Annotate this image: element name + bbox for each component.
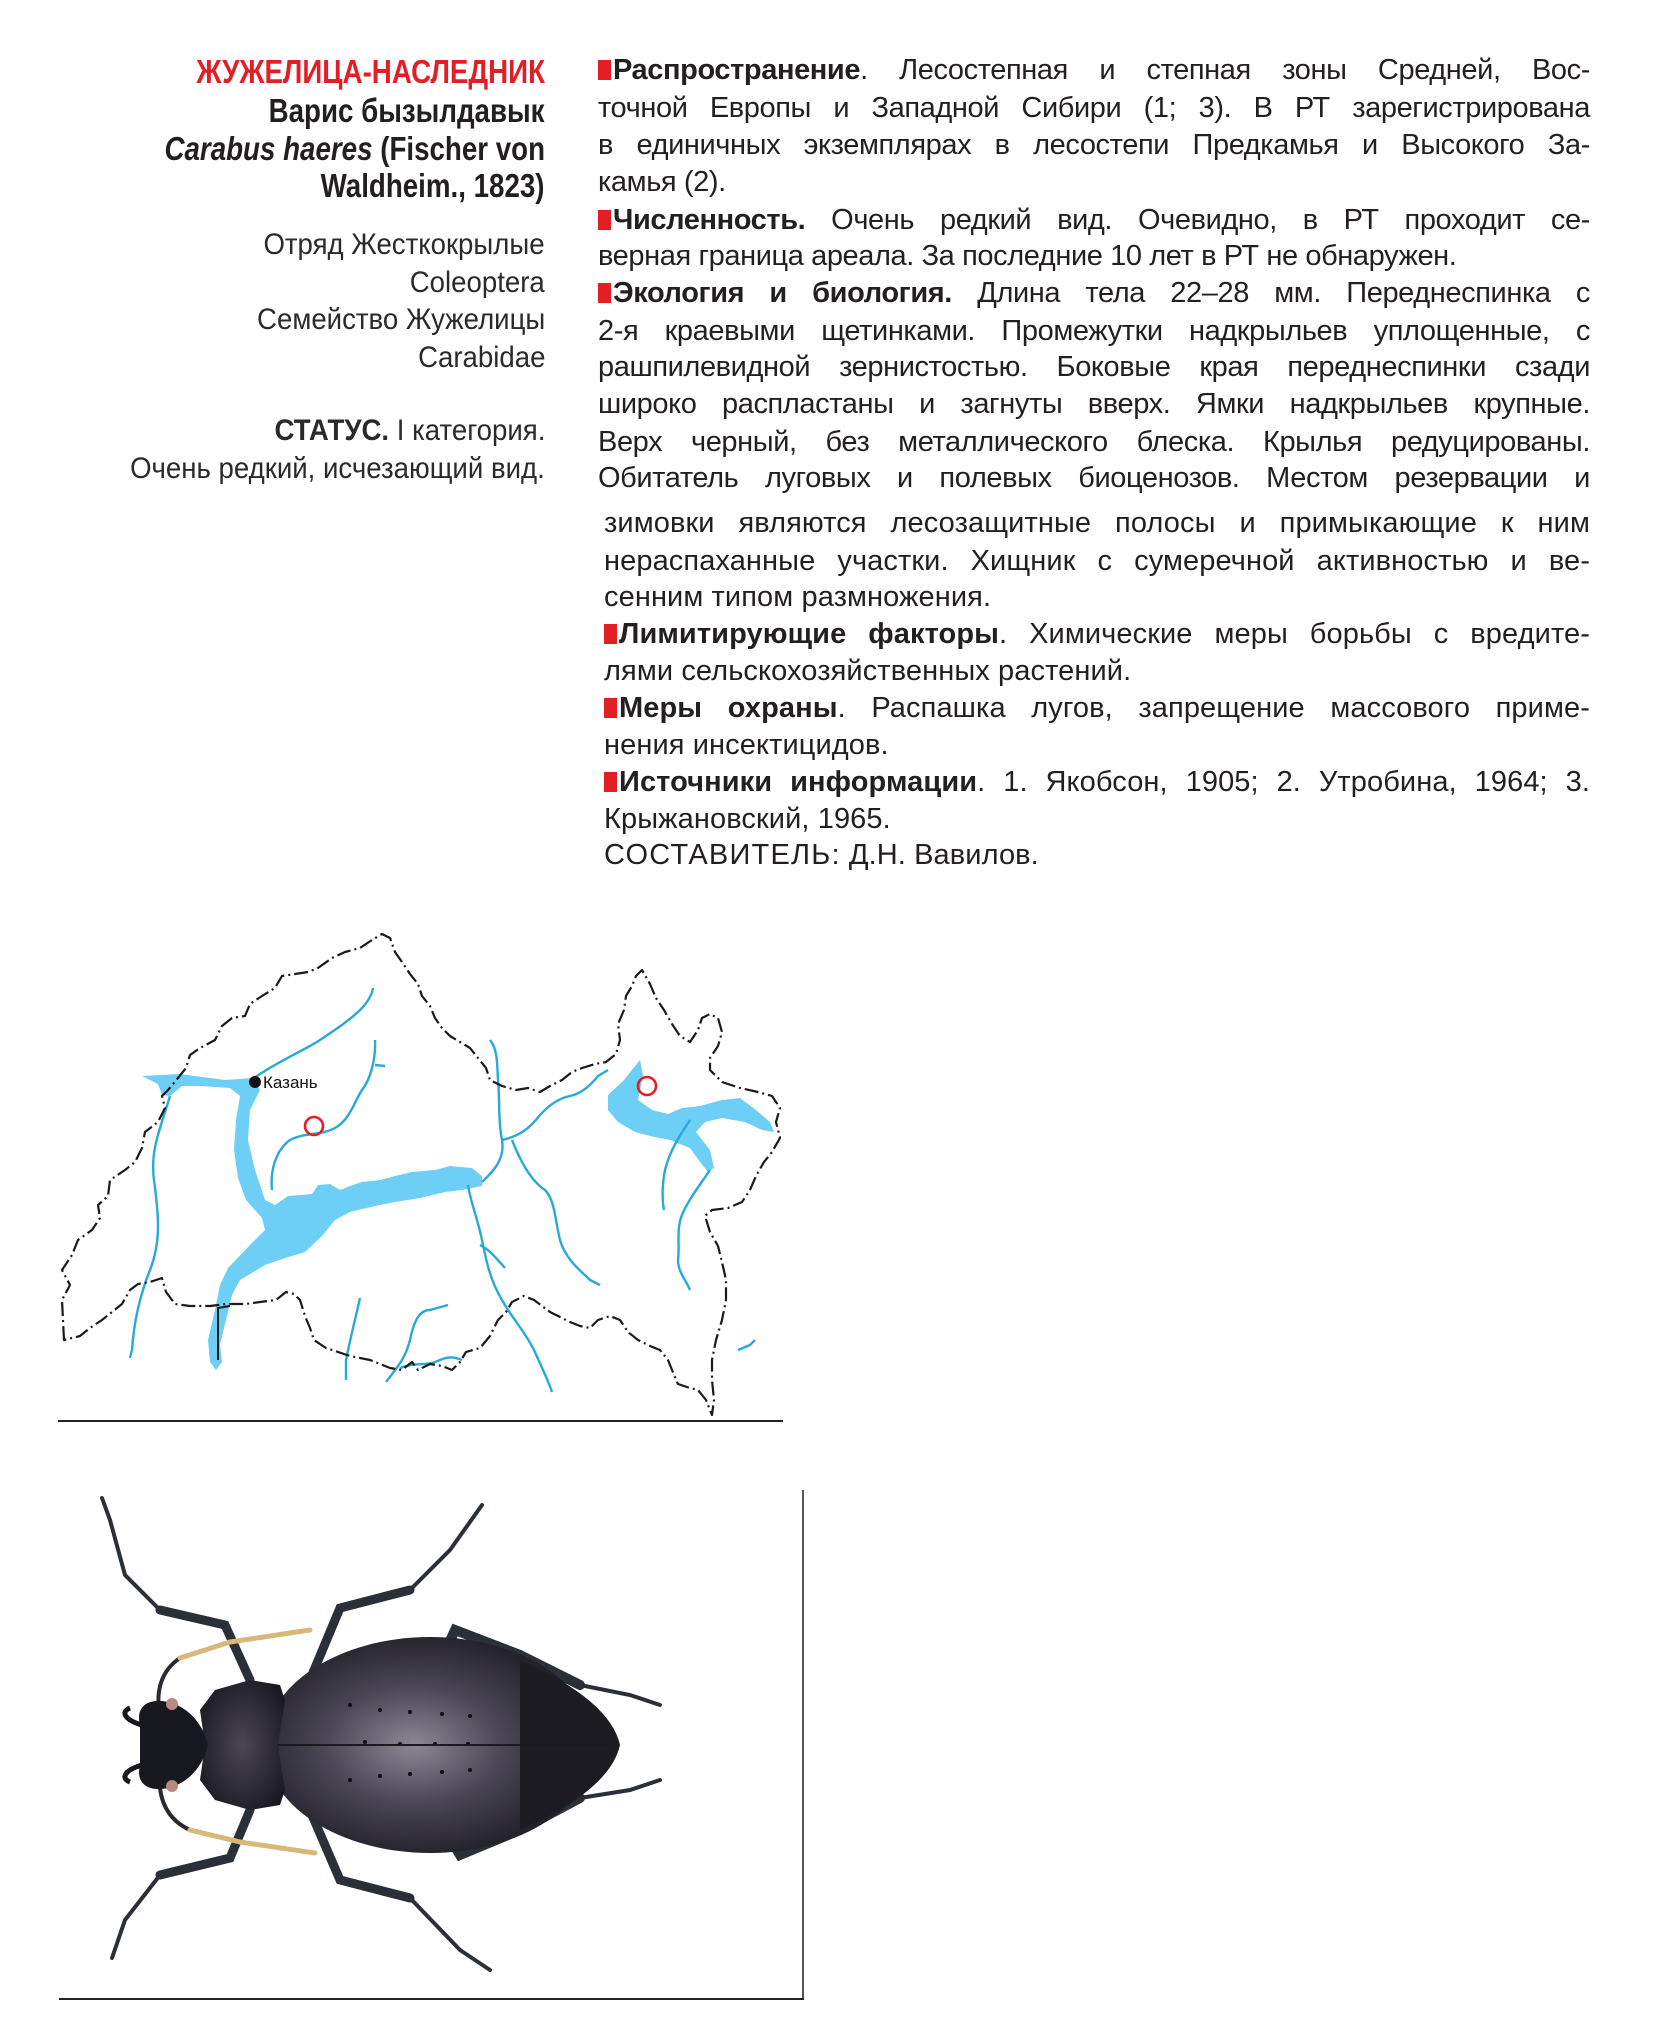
section-bullet-icon: [598, 210, 611, 230]
section-5-first-line: [604, 765, 1590, 799]
section-heading: Экология и биология.: [613, 277, 952, 309]
beetle-head: [139, 1701, 208, 1789]
section-bullet-icon: [604, 624, 617, 644]
section-text: нения инсектицидов.: [604, 729, 889, 761]
section-text: 2-я краевыми щетинками. Промежутки надкрыльев уплощенные, с: [598, 315, 1590, 347]
beetle-eye: [166, 1780, 178, 1792]
section-text: камья (2).: [598, 166, 726, 198]
section-text: точной Европы и Западной Сибири (1; 3). В РТ зарегистрирована: [598, 92, 1590, 124]
illustration-right-rule: [802, 1490, 804, 1998]
section-0-line: [598, 128, 1590, 162]
section-heading: Лимитирующие факторы: [619, 618, 999, 650]
section-text: Обитатель луговых и полевых биоценозов. Местом резервации и: [598, 462, 1590, 494]
river: [468, 1185, 552, 1392]
section-1-line: [598, 239, 1590, 273]
section-2-line: [598, 314, 1590, 348]
section-text: Длина тела 22–28 мм. Переднеспинка с: [951, 277, 1590, 309]
section-0-line: [598, 165, 1590, 199]
section-2-line: [598, 461, 1590, 495]
section-2-line: [604, 544, 1590, 578]
section-text: лями сельскохозяйственных растений.: [604, 655, 1132, 687]
section-text: . 1. Якобсон, 1905; 2. Утробина, 1964; 3.: [977, 766, 1590, 798]
section-3-line: [604, 654, 1590, 688]
section-2-line: [598, 425, 1590, 459]
river: [254, 988, 373, 1078]
river: [130, 1096, 170, 1358]
section-text: зимовки являются лесозащитные полосы и примыкающие к ним: [604, 507, 1590, 539]
section-2-line: [598, 350, 1590, 384]
antenna-left-segments: [180, 1630, 310, 1658]
status-line: [274, 414, 545, 448]
beetle-svg: [50, 1480, 820, 2010]
compiler-label: СОСТАВИТЕЛЬ:: [604, 839, 841, 871]
section-0-first-line: [598, 53, 1590, 87]
illustration-bottom-rule: [59, 1998, 804, 2000]
section-text: . Химические меры борьбы с вредите-: [999, 618, 1590, 650]
section-1-first-line: [598, 203, 1590, 237]
section-2-line: [604, 580, 1590, 614]
river: [512, 1140, 600, 1285]
section-2-line: [598, 387, 1590, 421]
section-heading: Распространение: [613, 54, 861, 86]
leg-front-left: [160, 1610, 250, 1680]
order-ru: Отряд Жесткокрылые: [263, 228, 545, 261]
water-bodies: [142, 1060, 774, 1370]
section-0-line: [598, 91, 1590, 125]
city-dot-kazan: [249, 1076, 261, 1088]
section-4-line: [604, 728, 1590, 762]
section-text: сенним типом размножения.: [604, 581, 992, 613]
family-ru: Семейство Жужелицы: [256, 303, 545, 336]
section-heading: Численность.: [613, 204, 806, 236]
river: [346, 1298, 360, 1380]
city-label-kazan: Казань: [263, 1073, 318, 1092]
section-5-line: [604, 802, 1590, 836]
section-text: Крыжановский, 1965.: [604, 803, 891, 835]
tarsus: [112, 1875, 160, 1958]
section-text: в единичных экземплярах в лесостепи Предкамья и Высокого За-: [598, 129, 1590, 161]
section-text: верная граница ареала. За последние 10 лет в РТ не обнаружен.: [598, 240, 1457, 272]
tarsus: [410, 1898, 490, 1970]
status-description: Очень редкий, исчезающий вид.: [130, 452, 545, 485]
section-heading: Источники информации: [619, 766, 978, 798]
river: [400, 1357, 462, 1368]
species-title-ru: ЖУЖЕЛИЦА-НАСЛЕДНИК: [196, 53, 545, 90]
species-name-latin: [164, 130, 545, 168]
section-text: . Лесостепная и степная зоны Средней, Вос-: [860, 54, 1590, 86]
map-bottom-rule: [58, 1420, 783, 1422]
river: [480, 1245, 505, 1268]
section-text: широко распластаны и загнуты вверх. Ямки надкрыльев крупные.: [598, 388, 1590, 420]
antenna-right-segments: [190, 1830, 315, 1853]
section-4-first-line: [604, 691, 1590, 725]
species-name-tatar: Варис бызылдавык: [269, 92, 545, 129]
species-illustration: [50, 1480, 820, 2010]
section-2-line: [604, 506, 1590, 540]
latin-author-part2: Waldheim., 1823): [321, 167, 545, 204]
beetle-pronotum: [200, 1680, 285, 1810]
beetle-eye: [166, 1698, 178, 1710]
river: [482, 1040, 503, 1182]
section-heading: Меры охраны: [619, 692, 838, 724]
section-bullet-icon: [598, 283, 611, 303]
section-text: нераспаханные участки. Хищник с сумеречной активностью и ве-: [604, 545, 1590, 577]
latin-binomial: Carabus haeres: [164, 130, 373, 167]
map-svg: [50, 900, 800, 1430]
status-label: СТАТУС.: [274, 414, 389, 447]
order-latin: Coleoptera: [409, 266, 545, 299]
tarsus: [410, 1505, 482, 1590]
river: [272, 1040, 375, 1190]
river: [738, 1340, 755, 1350]
status-category: I категория.: [388, 414, 545, 447]
tarsus: [580, 1685, 660, 1705]
river: [375, 1065, 385, 1066]
section-bullet-icon: [598, 60, 611, 80]
section-text: Очень редкий вид. Очевидно, в РТ проходит се-: [805, 204, 1590, 236]
distribution-map: [50, 900, 800, 1430]
section-3-first-line: [604, 617, 1590, 651]
record-marker: [305, 1117, 323, 1135]
section-2-first-line: [598, 276, 1590, 310]
river: [502, 1070, 608, 1140]
tarsus: [102, 1498, 160, 1610]
kama-reservoir-east: [608, 1060, 774, 1172]
section-text: рашпилевидной зернистостью. Боковые края переднеспинки сзади: [598, 351, 1590, 383]
section-text: Верх черный, без металлического блеска. Крылья редуцированы.: [598, 426, 1590, 458]
compiler-name: Д.Н. Вавилов.: [840, 839, 1039, 871]
section-bullet-icon: [604, 698, 617, 718]
section-text: . Распашка лугов, запрещение массового приме-: [837, 692, 1590, 724]
family-latin: Carabidae: [417, 341, 545, 374]
section-bullet-icon: [604, 772, 617, 792]
river: [678, 1170, 710, 1290]
latin-author-part1: (Fischer von: [380, 130, 545, 167]
compiler-line: [604, 838, 1590, 872]
